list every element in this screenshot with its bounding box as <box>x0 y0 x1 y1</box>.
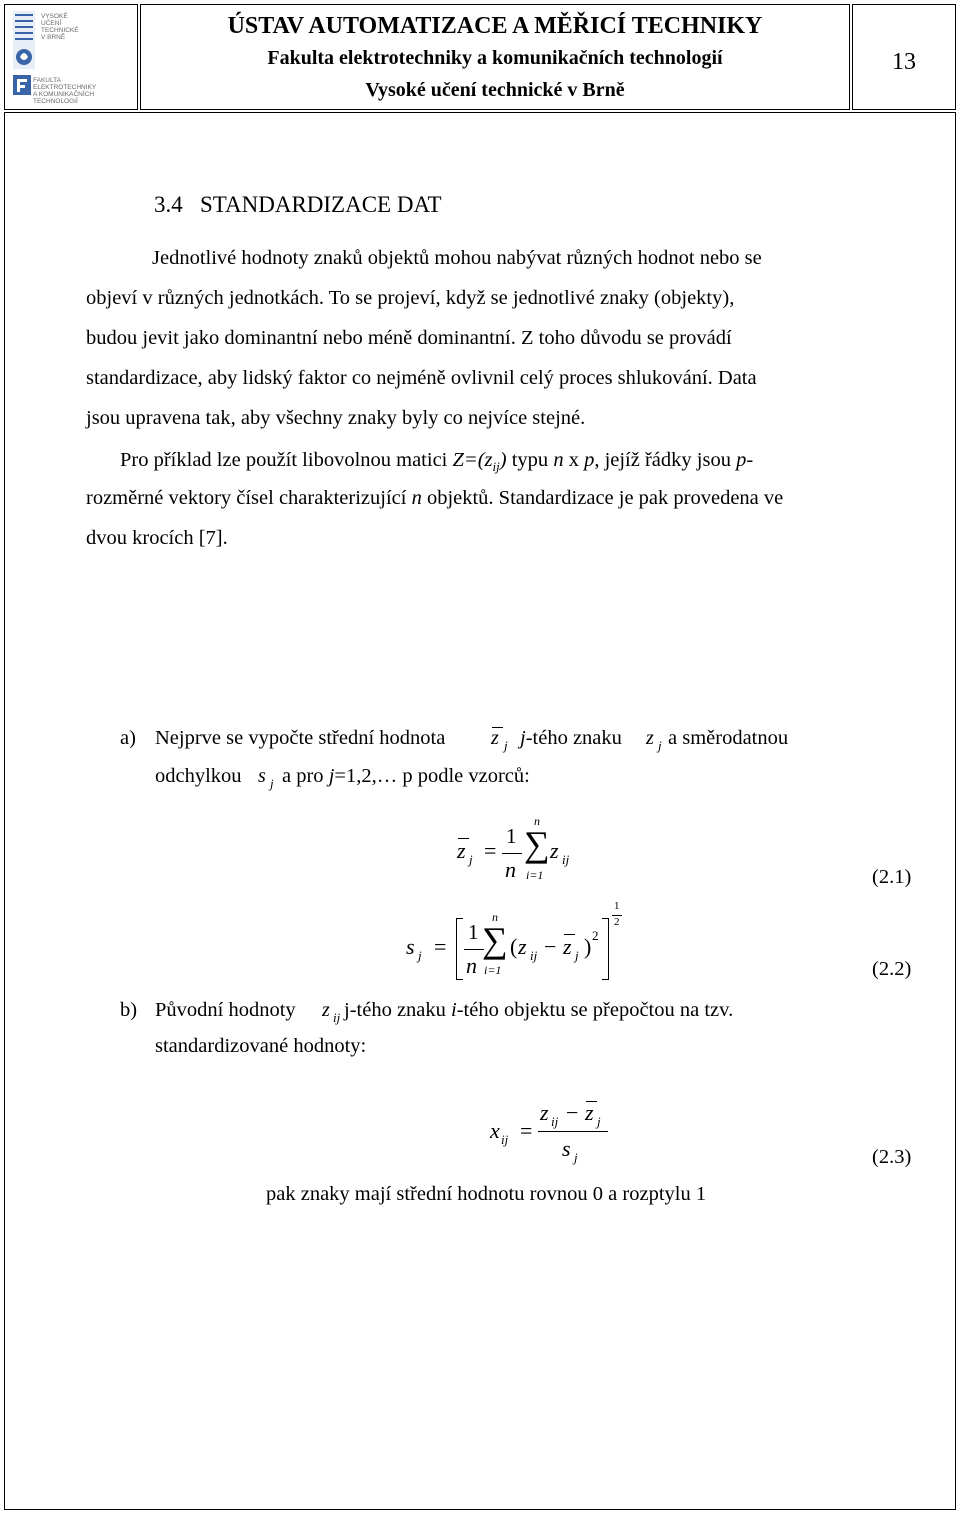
fraction-bar <box>464 949 484 950</box>
sum-upper: n <box>534 814 540 828</box>
sym-eq: = <box>520 1118 533 1143</box>
sym-j: j <box>574 1150 578 1165</box>
right-bracket <box>602 918 609 980</box>
sym-ij: ij <box>501 1132 509 1147</box>
sym-z: z <box>646 727 654 749</box>
p2-line-2 <box>86 478 783 519</box>
step-b-i: i <box>451 999 457 1021</box>
p2-n: n <box>553 449 564 471</box>
step-a-range: =1,2,… p podle vzorců: <box>334 765 530 787</box>
sym-z: z <box>540 1100 549 1125</box>
sum-lower: i=1 <box>484 963 502 977</box>
step-a-j2: j <box>328 765 335 787</box>
step-a-text-4: odchylkou <box>155 765 242 787</box>
p2-l2a: rozměrné vektory čísel charakterizující <box>86 487 412 509</box>
step-a-text-5 <box>282 756 530 797</box>
p2-p2: p <box>736 449 747 471</box>
fraction-bar <box>502 853 522 854</box>
university-logo-icon <box>13 11 35 69</box>
inline-z-j <box>646 724 670 758</box>
section-heading: 3.4 STANDARDIZACE DAT <box>154 192 442 217</box>
step-a-text-2 <box>520 718 622 759</box>
sum-sign: ∑ <box>482 920 508 960</box>
step-a-text-1: Nejprve se vypočte střední hodnota <box>155 727 446 749</box>
p1-line-5: jsou upravena tak, aby všechny znaky byly co nejvíce stejné. <box>86 407 586 429</box>
equation-number-2-1: (2.1) <box>872 866 912 888</box>
sym-n: n <box>466 953 477 978</box>
sym-z: z <box>491 727 499 749</box>
sym-s: s <box>258 765 266 787</box>
step-b-text-1: Původní hodnoty <box>155 999 296 1021</box>
sum-lower: i=1 <box>526 868 544 882</box>
p1-line-3: budou jevit jako dominantní nebo méně dominantní. Z toho důvodu se provádí <box>86 327 732 349</box>
left-bracket <box>456 918 463 980</box>
step-b-text-3: standardizované hodnoty: <box>155 1035 367 1057</box>
sum-sign: ∑ <box>524 824 550 864</box>
sym-z: z <box>585 1100 594 1125</box>
equation-2-3 <box>488 1098 618 1168</box>
p2-text: Pro příklad lze použít libovolnou matici <box>120 449 453 471</box>
p2-text: , jejíž řádky jsou <box>594 449 737 471</box>
p2-p: p <box>584 449 595 471</box>
sym-square: 2 <box>592 928 599 943</box>
p2-l2n: n <box>411 487 422 509</box>
step-b-text-2 <box>344 990 733 1031</box>
step-a-label: a) <box>120 727 136 749</box>
p2-close: ) <box>499 449 507 471</box>
step-a-tehoznaku: -tého znaku <box>525 727 622 749</box>
step-b-label: b) <box>120 999 138 1021</box>
faculty-name: Fakulta elektrotechniky a komunikačních technologií <box>267 47 723 69</box>
step-b-j: j-tého znaku <box>344 999 452 1021</box>
header-title-box <box>140 4 850 110</box>
sym-ij: ij <box>551 1114 559 1129</box>
institute-name: ÚSTAV AUTOMATIZACE A MĚŘICÍ TECHNIKY <box>227 13 763 39</box>
equation-number-2-2: (2.2) <box>872 958 912 980</box>
inline-z-ij <box>322 996 346 1030</box>
sym-j: j <box>658 738 662 753</box>
sym-s: s <box>562 1136 571 1161</box>
sym-j: j <box>270 776 274 791</box>
sym-j: j <box>469 852 473 867</box>
step-a-j: j <box>520 727 526 749</box>
step-a-text-3: a směrodatnou <box>668 727 789 749</box>
sym-z: z <box>550 838 559 863</box>
p2-sub: ij <box>492 459 500 475</box>
university-name: Vysoké učení technické v Brně <box>365 79 625 101</box>
step-a-apro: a pro <box>282 765 329 787</box>
inline-s-j <box>258 762 282 796</box>
sym-j: j <box>575 948 579 963</box>
sym-z: z <box>457 838 466 863</box>
p1-line-1: Jednotlivé hodnoty znaků objektů mohou nabývat různých hodnot nebo se <box>152 247 762 269</box>
sym-j: j <box>504 738 508 753</box>
sym-z: z <box>518 934 527 959</box>
equation-number-2-3: (2.3) <box>872 1146 912 1168</box>
equation-2-2 <box>404 900 634 984</box>
sym-one: 1 <box>506 824 517 848</box>
inline-zbar-j <box>490 724 520 758</box>
exp-den: 2 <box>614 916 620 928</box>
p2-l2c: objektů. Standardizace je pak provedena ve <box>421 487 784 509</box>
p2-line-3: dvou krocích [7]. <box>86 527 228 549</box>
sym-one: 1 <box>468 920 479 944</box>
p2-dash: - <box>746 449 754 471</box>
step-b-rest: -tého objektu se přepočtou na tzv. <box>456 999 734 1021</box>
sym-z: z <box>322 999 330 1021</box>
p2-text: typu <box>506 449 554 471</box>
sym-lparen: ( <box>510 934 518 959</box>
sym-eq: = <box>434 934 447 959</box>
sym-z: z <box>563 934 572 959</box>
sym-j: j <box>418 948 422 963</box>
sym-minus: − <box>566 1100 579 1125</box>
sym-rparen: ) <box>584 934 592 959</box>
exp-num: 1 <box>614 900 620 912</box>
sym-s: s <box>406 934 415 959</box>
sym-x: x <box>490 1118 500 1143</box>
sym-ij: ij <box>530 948 538 963</box>
sym-eq: = <box>484 838 497 863</box>
sym-minus: − <box>544 934 557 959</box>
page-number: 13 <box>892 49 916 75</box>
sym-n: n <box>505 857 516 882</box>
fraction-bar <box>538 1131 608 1132</box>
sym-ij: ij <box>562 852 570 867</box>
page-number-box <box>852 4 956 110</box>
equation-2-1 <box>454 814 594 894</box>
p1-line-2: objeví v různých jednotkách. To se projeví, když se jednotlivé znaky (objekty), <box>86 287 735 309</box>
sym-ij: ij <box>333 1010 341 1025</box>
logo-bottom-text: FAKULTA ELEKTROTECHNIKY A KOMUNIKAČNÍCH TECHNOLOGIÍ <box>33 77 97 105</box>
sum-upper: n <box>492 910 498 924</box>
conclusion-text: pak znaky mají střední hodnotu rovnou 0 a rozptylu 1 <box>266 1183 707 1205</box>
p1-line-4: standardizace, aby lidský faktor co nejméně ovlivnil celý proces shlukování. Data <box>86 367 757 389</box>
sym-j: j <box>597 1114 601 1129</box>
header-logo-box <box>4 4 138 110</box>
p2-matrix: Z=(z <box>452 449 493 471</box>
logo-top-text: VYSOKÉ UČENÍ TECHNICKÉ V BRNĚ <box>41 13 79 41</box>
p2-text: x <box>563 449 585 471</box>
